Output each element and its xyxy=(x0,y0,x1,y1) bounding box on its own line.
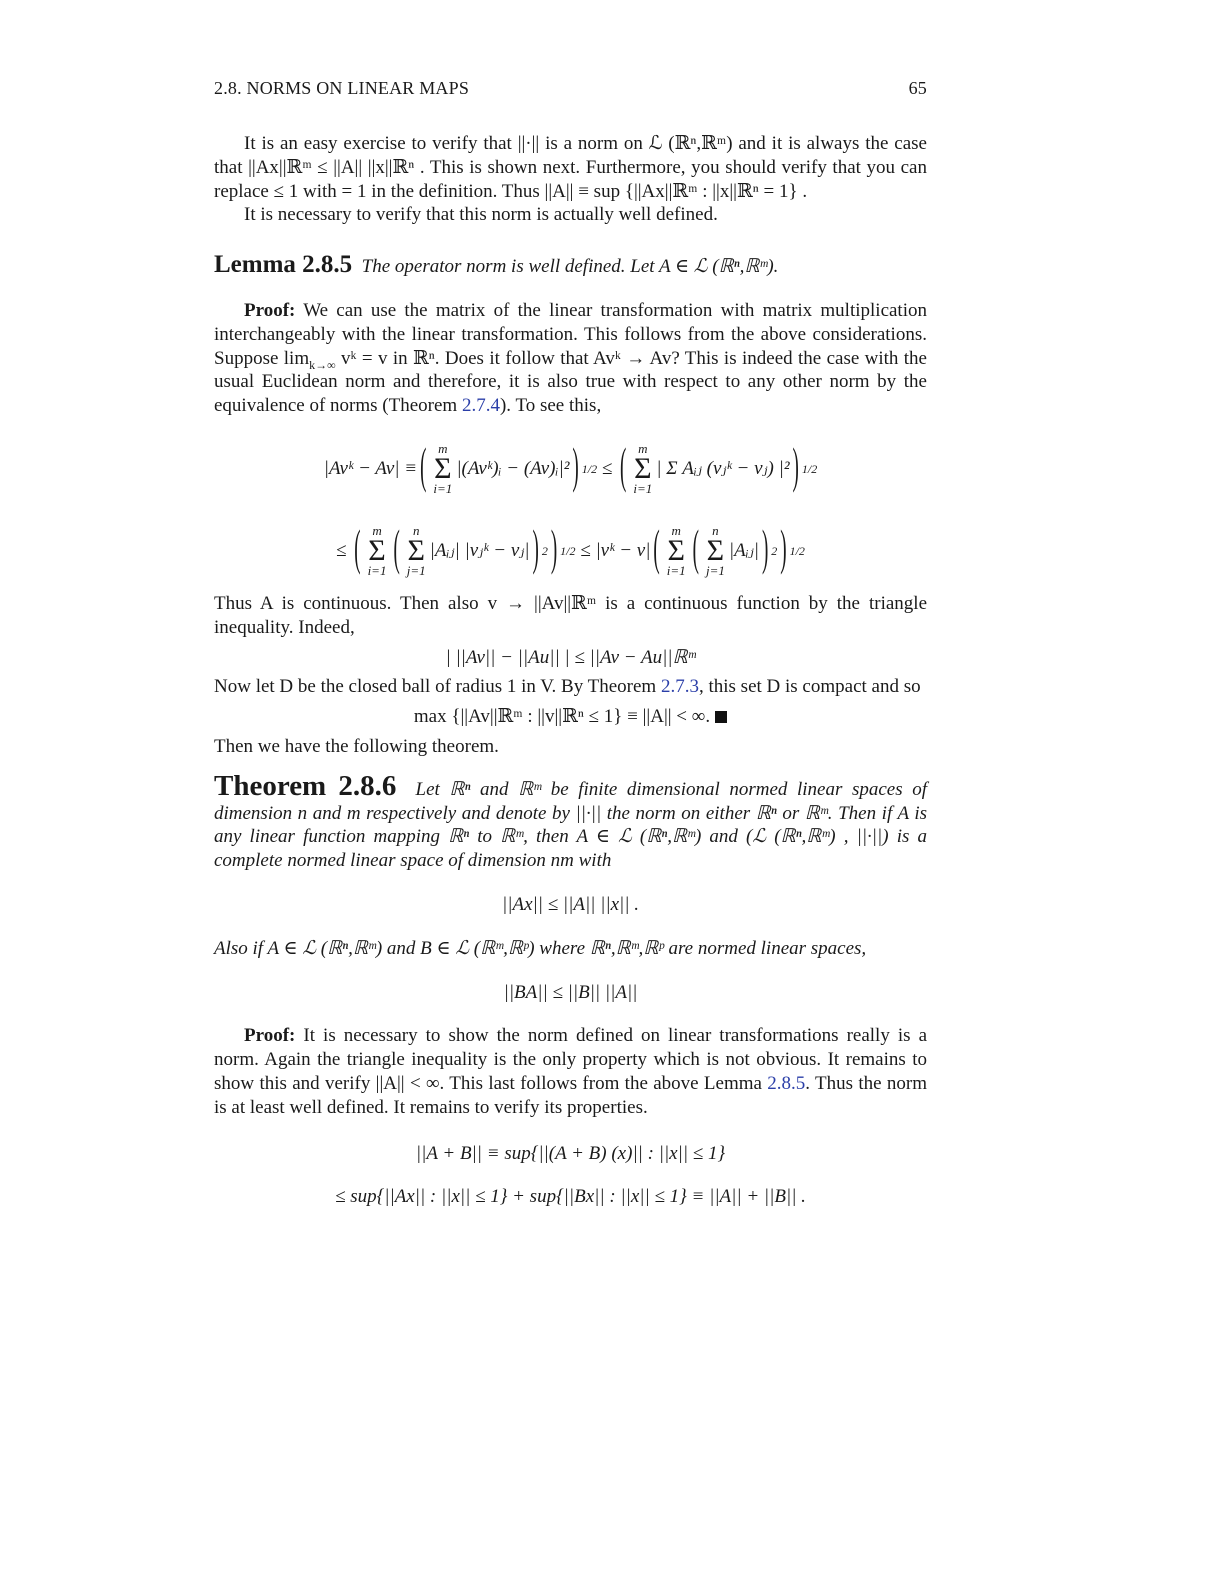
theorem-also: Also if A ∈ ℒ (ℝⁿ,ℝᵐ) and B ∈ ℒ (ℝᵐ,ℝᵖ) where ℝⁿ,ℝᵐ,ℝᵖ are normed linear spaces, xyxy=(214,937,867,959)
paragraph-continuous: Thus A is continuous. Then also v → ||Av||ℝᵐ is a continuous function by the triangle inequality. Indeed, xyxy=(214,592,927,638)
paragraph-closed-ball xyxy=(214,675,927,699)
eq2-middle: ≤ |vᵏ − v| xyxy=(580,540,651,562)
proof2-text-a: It is necessary to show the norm defined on linear transformations really is a norm. Again the triangle inequality is the only property which is not obvious. It remains to show this and verify ||A|| < ∞. This last follows from the above Lemma xyxy=(214,1025,928,1094)
equation-3: | ||Av|| − ||Au|| | ≤ ||Av − Au||ℝᵐ xyxy=(445,646,696,668)
proof-label-2: Proof: xyxy=(244,1025,296,1047)
closed-ball-text-b: , this set D is compact and so xyxy=(698,676,921,698)
lemma-link[interactable]: 2.8.5 xyxy=(767,1072,806,1094)
lemma-label: Lemma 2.8.5 xyxy=(214,251,353,279)
sum-top-6: n xyxy=(712,522,719,538)
sum-bottom-2: i=1 xyxy=(633,480,653,496)
proof-label: Proof: xyxy=(244,299,296,321)
paren-open-4: ( xyxy=(393,522,400,578)
sum-top-5: m xyxy=(671,522,681,538)
paren-open-3: ( xyxy=(354,522,361,578)
equation-4 xyxy=(214,705,927,729)
sum-bottom-3: i=1 xyxy=(367,562,387,578)
lemma-block xyxy=(214,253,927,279)
paren-open-5: ( xyxy=(653,522,660,578)
theorem-eq-a: ||Ax|| ≤ ||A|| ||x|| . xyxy=(502,893,639,915)
paren-open-2: ( xyxy=(620,440,627,496)
proof-text-c: ). To see this, xyxy=(499,395,602,417)
theorem-link[interactable]: 2.7.4 xyxy=(461,395,500,417)
paragraph-then: Then we have the following theorem. xyxy=(214,735,499,757)
paren-open-6: ( xyxy=(692,522,699,578)
max-equation: max {||Av||ℝᵐ : ||v||ℝⁿ ≤ 1} ≡ ||A|| < ∞. xyxy=(413,706,711,728)
eq1-mid: |(Avᵏ)ᵢ − (Av)ᵢ|² xyxy=(456,458,570,480)
eq1-lhs: |Avᵏ − Av| ≡ xyxy=(323,458,418,480)
eq2-term-a: |Aᵢⱼ| |vⱼᵏ − vⱼ| xyxy=(429,540,530,562)
proof-lemma xyxy=(214,299,927,418)
sum-j-2 xyxy=(706,524,725,578)
sum-i xyxy=(433,442,452,496)
paragraph-intro: It is an easy exercise to verify that ||·|| is a norm on ℒ (ℝⁿ,ℝᵐ) and it is always the case that ||Ax||ℝᵐ ≤ ||A|| ||x||ℝⁿ . This is shown next. Furthermore, you should verify that you can replace ≤ 1 with = 1 in the definition. Thus ||A|| ≡ sup {||Ax||ℝᵐ : ||x||ℝⁿ = 1} . xyxy=(214,133,927,202)
sum-top: m xyxy=(438,440,448,456)
equation-5: ||A + B|| ≡ sup{||(A + B) (x)|| : ||x|| ≤ 1} xyxy=(415,1142,726,1164)
theorem-block xyxy=(214,769,928,873)
running-header xyxy=(214,78,927,102)
sigma-icon-5: Σ xyxy=(667,533,685,567)
sum-bottom-5: i=1 xyxy=(666,562,686,578)
qed-icon xyxy=(715,711,727,723)
proof-theorem xyxy=(214,1024,927,1119)
sum-top-4: n xyxy=(412,522,420,538)
sum-top-3: m xyxy=(372,522,382,538)
sum-i-3 xyxy=(368,524,387,578)
section-title: 2.8. NORMS ON LINEAR MAPS xyxy=(214,78,470,98)
sum-bottom-6: j=1 xyxy=(705,562,725,578)
sum-j xyxy=(407,524,426,578)
eq2-term-b: |Aᵢⱼ| xyxy=(728,540,759,562)
theorem-statement: Let ℝⁿ and ℝᵐ be finite dimensional normed linear spaces of dimension n and m respectively and denote by ||·|| the norm on either ℝⁿ or ℝᵐ. Then if A is any linear function mapping ℝⁿ to ℝᵐ, then A ∈ ℒ (ℝⁿ,ℝᵐ) and (ℒ (ℝⁿ,ℝᵐ) , ||·||) is a complete normed linear space of dimension nm with xyxy=(214,778,928,872)
page-number: 65 xyxy=(908,78,927,98)
eq1-rhs: | Σ Aᵢⱼ (vⱼᵏ − vⱼ) |² xyxy=(656,458,790,480)
proof-text-a: We can use the matrix of the linear transformation with matrix multiplication interchangeably with the linear transformation. This follows from the above considerations. Suppose lim xyxy=(214,299,927,369)
sigma-icon: Σ xyxy=(434,451,452,485)
equation-1: |Avᵏ − Av| ≡ ( m Σ i=1 |(Avᵏ)ᵢ − (Av)ᵢ|² ) 1/2 ≤ ( m Σ i=1 | Σ Aᵢⱼ (vⱼᵏ − vⱼ) |² ) 1/2 xyxy=(214,442,927,496)
paren-close-2: ) xyxy=(792,440,799,496)
sum-i-4 xyxy=(667,524,686,578)
sum-i-2 xyxy=(633,442,652,496)
paren-close: ) xyxy=(572,440,579,496)
lim-subscript: k→∞ xyxy=(309,357,336,372)
closed-ball-text-a: Now let D be the closed ball of radius 1 in V. By Theorem xyxy=(214,676,661,698)
paren-close-6: ) xyxy=(761,522,769,578)
sum-bottom: i=1 xyxy=(433,480,453,496)
paren-close-4: ) xyxy=(532,522,539,578)
lemma-statement: The operator norm is well defined. Let A ∈ ℒ (ℝⁿ,ℝᵐ). xyxy=(361,256,779,278)
sigma-icon-3: Σ xyxy=(368,533,386,567)
theorem-label: Theorem 2.8.6 xyxy=(214,769,397,802)
theorem-link-2[interactable]: 2.7.3 xyxy=(660,676,699,698)
equation-6: ≤ sup{||Ax|| : ||x|| ≤ 1} + sup{||Bx|| : ||x|| ≤ 1} ≡ ||A|| + ||B|| . xyxy=(335,1186,806,1208)
sum-top-2: m xyxy=(638,440,648,456)
page-body xyxy=(214,132,927,1215)
eq2-lead: ≤ xyxy=(336,540,347,562)
sum-bottom-4: j=1 xyxy=(406,562,426,578)
sigma-icon-4: Σ xyxy=(407,533,425,567)
paren-close-5: ) xyxy=(780,522,787,578)
paragraph-well-defined: It is necessary to verify that this norm is actually well defined. xyxy=(244,204,718,226)
sigma-icon-2: Σ xyxy=(634,451,652,485)
equation-2: ≤ ( m Σ i=1 ( n Σ j=1 |Aᵢⱼ| |vⱼᵏ − vⱼ| ) 2 ) 1/2 ≤ |vᵏ − v| ( m Σ i=1 ( n Σ j=1 |Aᵢⱼ| ) 2 ) 1/2 xyxy=(214,524,927,578)
sigma-icon-6: Σ xyxy=(706,533,725,567)
theorem-eq-b: ||BA|| ≤ ||B|| ||A|| xyxy=(503,981,638,1003)
proof2-text-b: . Thus the norm is at least well defined. It remains to verify its properties. xyxy=(214,1072,927,1118)
paren-close-3: ) xyxy=(550,522,558,578)
proof-text-b: vᵏ = v in ℝⁿ. Does it follow that Avᵏ → Av? This is indeed the case with the usual Euclidean norm and therefore, it is also true with respect to any other norm by the equivalence of norms (Theorem xyxy=(214,347,927,417)
paren-open: ( xyxy=(420,440,427,496)
